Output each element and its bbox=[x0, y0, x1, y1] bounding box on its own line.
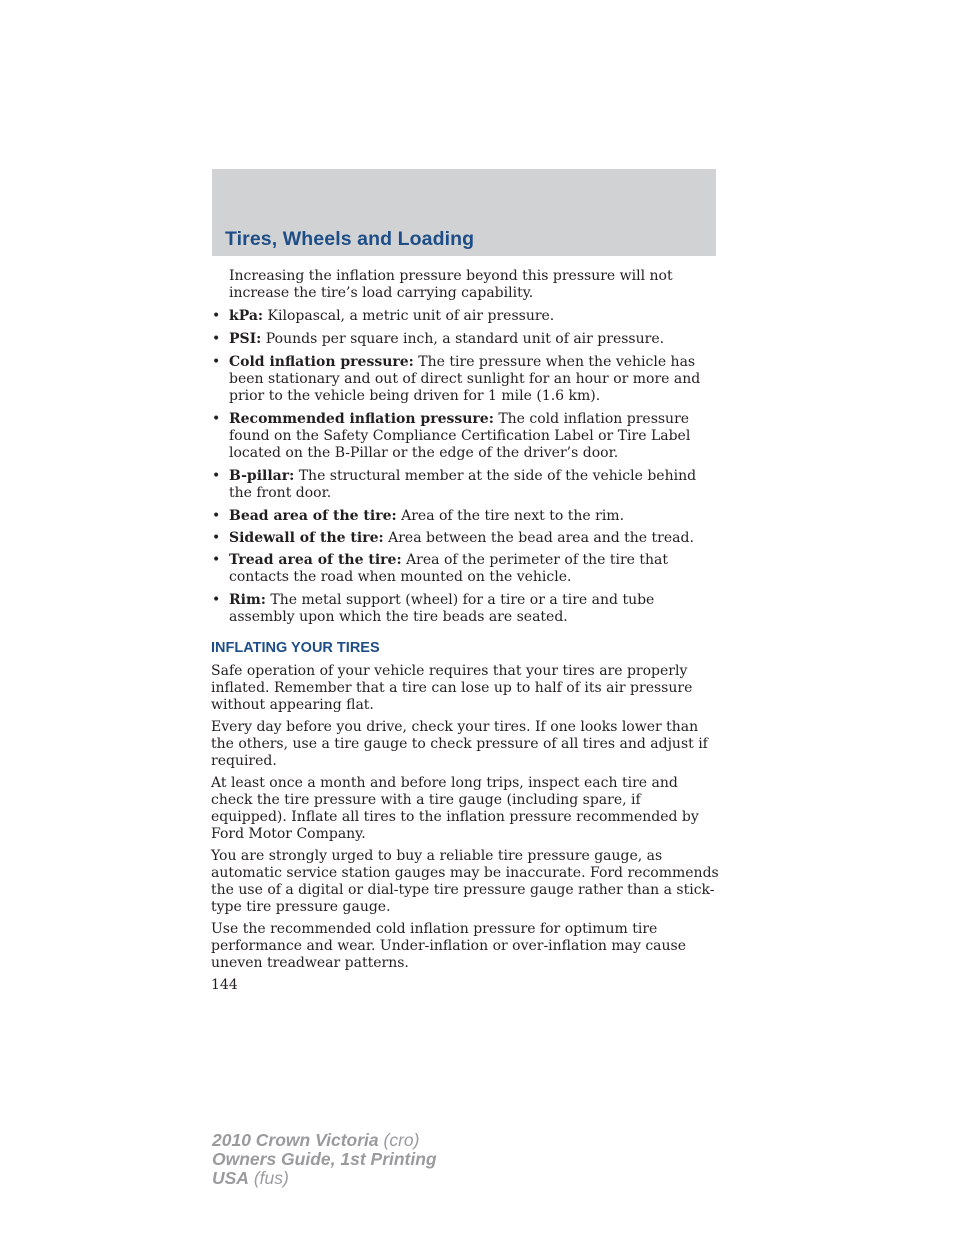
definition-item bbox=[211, 552, 719, 586]
definition-item bbox=[211, 331, 719, 348]
bullet: • bbox=[212, 530, 221, 546]
definition-term: kPa: bbox=[229, 308, 264, 324]
definition-text: The cold inflation pressure found on the Safety Compliance Certification Label or Tire Label located on the B-Pillar or the edge of the driver’s door. bbox=[229, 411, 691, 461]
body-paragraph: At least once a month and before long trips, inspect each tire and check the tire pressure with a tire gauge (including spare, if equipped). Inflate all tires to the inflation pressure recommended by Ford Motor Company. bbox=[211, 775, 699, 842]
definition-text: The structural member at the side of the vehicle behind the front door. bbox=[229, 468, 697, 501]
bullet: • bbox=[212, 331, 221, 347]
body-paragraph: Safe operation of your vehicle requires that your tires are properly inflated. Remember that a tire can lose up to half of its air pressure without appearing flat. bbox=[211, 663, 693, 713]
definition-item bbox=[211, 354, 719, 405]
bullet: • bbox=[212, 592, 221, 608]
bullet: • bbox=[212, 552, 221, 568]
inflating-tires-heading: INFLATING YOUR TIRES bbox=[211, 640, 380, 656]
body-paragraph: You are strongly urged to buy a reliable tire pressure gauge, as automatic service station gauges may be inaccurate. Ford recommends the use of a digital or dial-type tire pressure gauge rather than a stick-type tire pressure gauge. bbox=[211, 848, 719, 915]
footer-line-model bbox=[212, 1131, 437, 1150]
footer-market-code: (fus) bbox=[248, 1168, 289, 1188]
bullet: • bbox=[212, 354, 221, 370]
definition-item bbox=[211, 508, 719, 525]
definitions-list bbox=[211, 308, 719, 626]
footer-line-market bbox=[212, 1169, 437, 1188]
footer-model: 2010 Crown Victoria bbox=[212, 1130, 379, 1150]
definition-text: Kilopascal, a metric unit of air pressure. bbox=[263, 308, 555, 324]
definition-text: Area between the bead area and the tread. bbox=[383, 530, 694, 546]
definition-term: Rim: bbox=[229, 592, 266, 608]
bullet: • bbox=[212, 508, 221, 524]
definition-item bbox=[211, 308, 719, 325]
definition-text: The tire pressure when the vehicle has been stationary and out of direct sunlight for an hour or more and prior to the vehicle being driven for 1 mile (1.6 km). bbox=[229, 354, 701, 404]
definition-text: Area of the perimeter of the tire that contacts the road when mounted on the vehicle. bbox=[229, 552, 669, 585]
definition-text: The metal support (wheel) for a tire or a tire and tube assembly upon which the tire beads are seated. bbox=[229, 592, 655, 625]
definition-item bbox=[211, 468, 719, 502]
section-header-bar bbox=[212, 169, 716, 256]
section-title: Tires, Wheels and Loading bbox=[225, 228, 475, 250]
page-number: 144 bbox=[211, 977, 238, 993]
definition-term: Tread area of the tire: bbox=[229, 552, 402, 568]
definition-item bbox=[211, 592, 719, 626]
definition-term: Sidewall of the tire: bbox=[229, 530, 384, 546]
bullet: • bbox=[212, 411, 221, 427]
body-paragraph: Use the recommended cold inflation pressure for optimum tire performance and wear. Under-inflation or over-inflation may cause uneven treadwear patterns. bbox=[211, 921, 687, 971]
page-content bbox=[211, 268, 719, 994]
footer-model-code: (cro) bbox=[378, 1130, 420, 1150]
footer-line-guide: Owners Guide, 1st Printing bbox=[212, 1149, 437, 1169]
body-paragraph: Every day before you drive, check your tires. If one looks lower than the others, use a tire gauge to check pressure of all tires and adjust if required. bbox=[211, 719, 708, 769]
definition-term: B-pillar: bbox=[229, 468, 295, 484]
intro-paragraph: Increasing the inflation pressure beyond this pressure will not increase the tire’s load carrying capability. bbox=[229, 268, 673, 301]
definition-term: Cold inflation pressure: bbox=[229, 354, 414, 370]
definition-item bbox=[211, 411, 719, 462]
definition-term: PSI: bbox=[229, 331, 262, 347]
definition-term: Bead area of the tire: bbox=[229, 508, 397, 524]
definition-term: Recommended inflation pressure: bbox=[229, 411, 494, 427]
bullet: • bbox=[212, 468, 221, 484]
footer-market: USA bbox=[212, 1168, 249, 1188]
definition-text: Pounds per square inch, a standard unit of air pressure. bbox=[261, 331, 665, 347]
definition-text: Area of the tire next to the rim. bbox=[396, 508, 625, 524]
bullet: • bbox=[212, 308, 221, 324]
document-footer bbox=[212, 1131, 437, 1188]
definition-item bbox=[211, 530, 719, 547]
